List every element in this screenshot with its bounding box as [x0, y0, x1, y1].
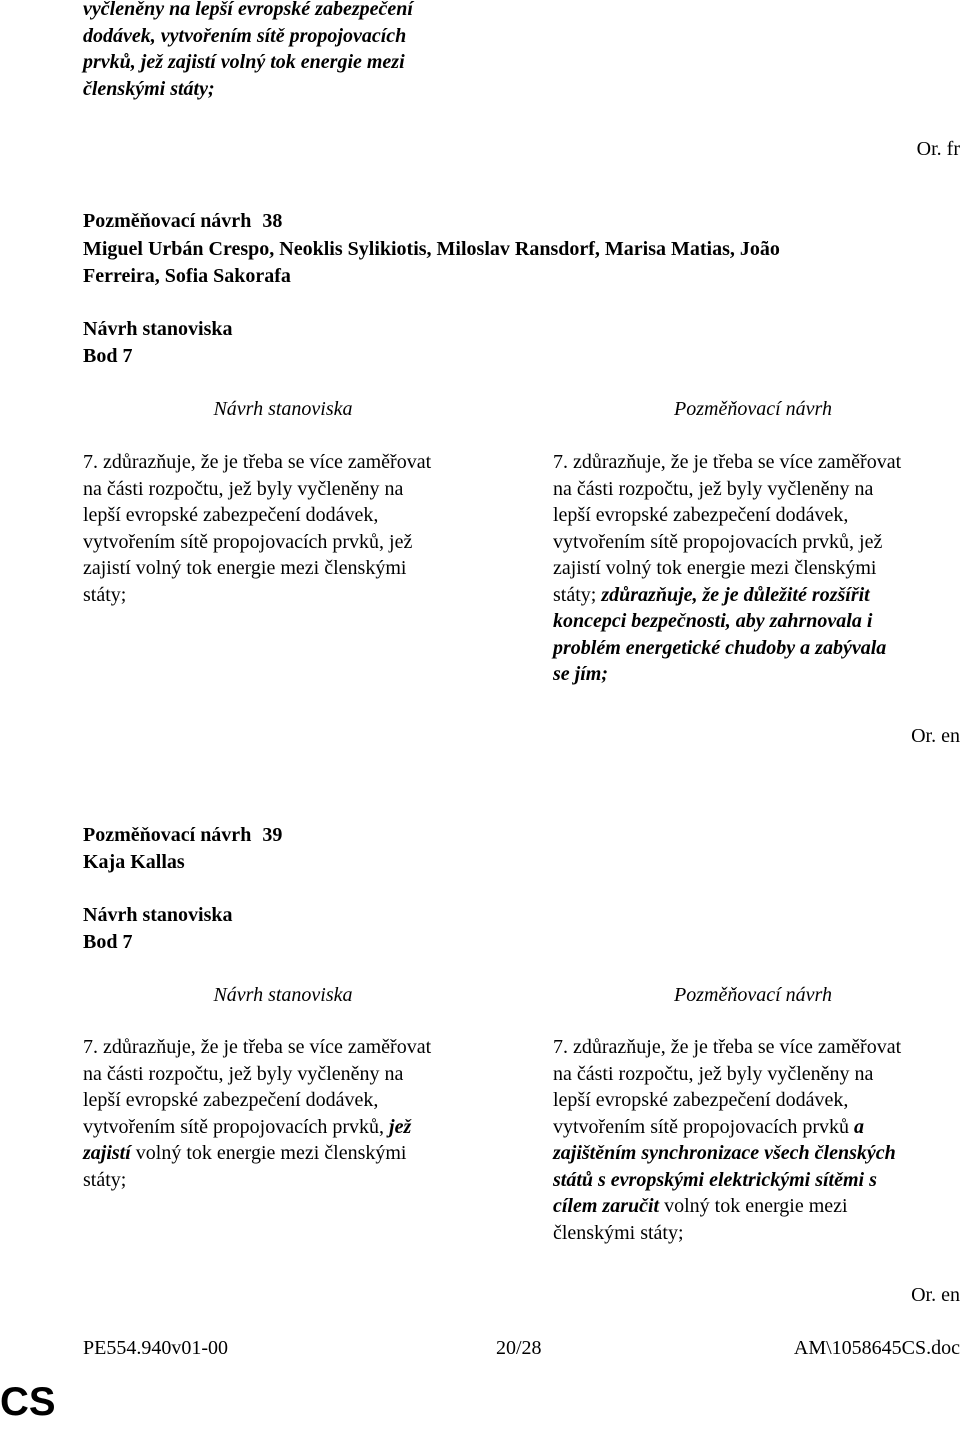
text-line: 7. zdůrazňuje, že je třeba se více zaměřovat	[553, 451, 902, 473]
text-deleted: zajistí	[83, 1142, 131, 1164]
text-line: vytvořením sítě propojovacích prvků, jež	[83, 530, 413, 553]
text-plain: státy;	[553, 583, 602, 606]
text-added: zdůrazňuje, že je důležité rozšířit	[601, 583, 870, 606]
text-added: cílem zaručit	[553, 1195, 660, 1217]
amendment-authors: Ferreira, Sofia Sakorafa	[83, 265, 291, 287]
continuation-line: členskými státy;	[83, 77, 215, 100]
text-plain: volný tok energie mezi členskými	[130, 1142, 407, 1164]
text-line: na části rozpočtu, jež byly vyčleněny na	[83, 1062, 404, 1085]
footer-page-number: 20/28	[496, 1337, 542, 1359]
text-line: státy;	[83, 1168, 127, 1191]
continuation-line: prvků, jež zajistí volný tok energie mezi	[83, 51, 405, 73]
footer-document-reference: PE554.940v01-00	[83, 1337, 228, 1359]
text-plain: volný tok energie mezi	[659, 1195, 848, 1217]
footer-language-code: CS	[0, 1380, 56, 1424]
amendment-subject: Návrh stanoviska	[83, 904, 233, 926]
text-deleted: jež	[389, 1115, 412, 1138]
text-line-added: se jím;	[553, 663, 608, 685]
text-line: na části rozpočtu, jež byly vyčleněny na	[553, 477, 874, 500]
text-line: 7. zdůrazňuje, že je třeba se více zaměřovat	[83, 1036, 432, 1058]
text-line: na části rozpočtu, jež byly vyčleněny na	[553, 1062, 874, 1085]
text-line: 7. zdůrazňuje, že je třeba se více zaměřovat	[553, 1036, 902, 1058]
continuation-line: dodávek, vytvořením sítě propojovacích	[83, 24, 407, 47]
text-added: a	[854, 1115, 865, 1138]
text-line-added: států s evropskými elektrickými sítěmi s	[553, 1168, 877, 1191]
original-text	[83, 1034, 503, 1193]
column-header-left: Návrh stanoviska	[213, 398, 353, 420]
column-header-left: Návrh stanoviska	[213, 984, 353, 1006]
text-line	[83, 1114, 503, 1141]
text-line	[553, 1193, 960, 1220]
text-line-added: koncepci bezpečnosti, aby zahrnovala i	[553, 610, 873, 632]
amendment-point: Bod 7	[83, 931, 133, 953]
text-line: zajistí volný tok energie mezi členskými	[83, 557, 407, 579]
text-line: členskými státy;	[553, 1221, 684, 1244]
origin-language: Or. en	[911, 725, 960, 747]
continuation-text	[83, 0, 683, 102]
text-line: zajistí volný tok energie mezi členskými	[553, 557, 877, 579]
text-line-added: problém energetické chudoby a zabývala	[553, 636, 887, 659]
text-line: vytvořením sítě propojovacích prvků, jež	[553, 530, 883, 553]
column-header-right: Pozměňovací návrh	[674, 398, 832, 420]
text-line: lepší evropské zabezpečení dodávek,	[83, 1089, 379, 1111]
text-line: 7. zdůrazňuje, že je třeba se více zaměřovat	[83, 451, 432, 473]
footer-file-name: AM\1058645CS.doc	[793, 1337, 960, 1359]
continuation-line: vyčleněny na lepší evropské zabezpečení	[83, 0, 413, 20]
text-line: lepší evropské zabezpečení dodávek,	[553, 1089, 849, 1111]
text-line: lepší evropské zabezpečení dodávek,	[83, 504, 379, 526]
text-line	[553, 1114, 960, 1141]
text-line: státy;	[83, 583, 127, 606]
original-text	[83, 449, 503, 608]
amendment-number: 38	[262, 210, 283, 232]
amendment-heading	[83, 210, 282, 233]
amendment-number: 39	[262, 824, 283, 846]
amended-text	[553, 449, 960, 688]
amended-text	[553, 1034, 960, 1246]
text-plain: vytvořením sítě propojovacích prvků,	[83, 1115, 390, 1138]
text-line	[553, 582, 960, 609]
text-plain: vytvořením sítě propojovacích prvků	[553, 1115, 855, 1138]
text-line: lepší evropské zabezpečení dodávek,	[553, 504, 849, 526]
text-line: na části rozpočtu, jež byly vyčleněny na	[83, 477, 404, 500]
column-header-right: Pozměňovací návrh	[674, 984, 832, 1006]
text-line	[83, 1140, 503, 1167]
text-line-added: zajištěním synchronizace všech členských	[553, 1142, 896, 1164]
amendment-authors: Kaja Kallas	[83, 851, 185, 873]
amendment-subject: Návrh stanoviska	[83, 318, 233, 340]
amendment-heading-label: Pozměňovací návrh	[83, 824, 252, 846]
origin-language: Or. en	[911, 1284, 960, 1306]
amendment-heading-label: Pozměňovací návrh	[83, 210, 252, 232]
amendment-heading	[83, 824, 282, 847]
amendment-authors: Miguel Urbán Crespo, Neoklis Sylikiotis, Miloslav Ransdorf, Marisa Matias, João	[83, 238, 780, 260]
origin-language: Or. fr	[916, 138, 960, 160]
amendment-point: Bod 7	[83, 345, 133, 367]
